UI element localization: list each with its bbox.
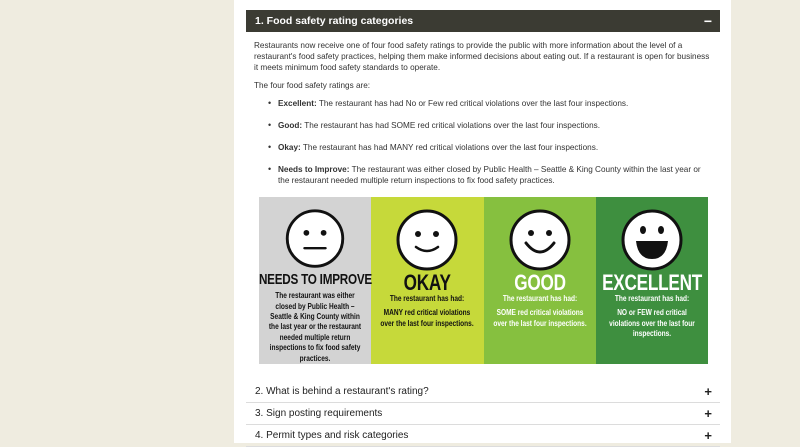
slight-smile-face-icon <box>394 207 460 273</box>
panel-description: The restaurant has had: <box>390 294 465 303</box>
panel-description: The restaurant was either closed by Public Health – Seattle & King County within the last year or the restaurant needed multiple return inspections to fix food safety practices. <box>269 291 362 363</box>
accordion-header-permit-types[interactable] <box>246 425 720 447</box>
expand-icon[interactable]: + <box>704 428 712 443</box>
collapse-icon[interactable]: − <box>703 13 712 29</box>
smile-face-icon <box>507 207 573 273</box>
list-item: • Needs to Improve: The restaurant was either closed by Public Health – Seattle & King County within the last year or the restaurant needed multiple return inspections to fix food safety practices. <box>268 164 712 186</box>
list-heading: The four food safety ratings are: <box>254 81 371 90</box>
accordion-header-rating-basis[interactable] <box>246 381 720 403</box>
list-item: • Good: The restaurant has had SOME red critical violations over the last four inspections. <box>268 120 712 131</box>
list-item: • Okay: The restaurant has had MANY red critical violations over the last four inspections. <box>268 142 712 153</box>
accordion-body-rating-categories <box>246 32 720 364</box>
list-item: • Excellent: The restaurant has had No or Few red critical violations over the last four inspections. <box>268 98 712 109</box>
panel-title: GOOD <box>513 270 566 295</box>
big-grin-face-icon <box>619 207 685 273</box>
neutral-face-icon <box>282 207 348 270</box>
panel-description: The restaurant has had: <box>614 294 690 303</box>
panel-title: NEEDS TO IMPROVE <box>258 271 372 289</box>
panel-title: OKAY <box>403 270 451 295</box>
rating-infographic <box>259 197 708 364</box>
expand-icon[interactable]: + <box>704 384 712 399</box>
faq-accordion <box>246 10 720 447</box>
accordion-header-sign-posting[interactable] <box>246 403 720 425</box>
panel-needs-to-improve <box>259 197 371 364</box>
panel-description: SOME red critical violations over the last four inspections. <box>492 308 587 328</box>
panel-title: EXCELLENT <box>601 270 702 295</box>
panel-good <box>484 197 596 364</box>
accordion-title: 4. Permit types and risk categories <box>255 430 409 441</box>
intro-paragraph: Restaurants now receive one of four food safety ratings to provide the public with more information about the level of a restaurant's food safety practices, helping them make informed decisions about eating out. If a restaurant is open for business it meets minimum food safety standards to operate. <box>254 41 710 72</box>
panel-description: MANY red critical violations over the last four inspections. <box>380 308 475 328</box>
accordion-title: 1. Food safety rating categories <box>255 15 414 27</box>
ratings-list <box>268 98 712 186</box>
panel-excellent <box>596 197 708 364</box>
accordion-title: 3. Sign posting requirements <box>255 408 383 419</box>
accordion-title: 2. What is behind a restaurant's rating? <box>255 386 429 397</box>
panel-okay <box>371 197 483 364</box>
panel-description: NO or FEW red critical violations over the last four inspections. <box>609 308 695 339</box>
spacer <box>246 364 720 381</box>
expand-icon[interactable]: + <box>704 406 712 421</box>
accordion-header-rating-categories[interactable] <box>246 10 720 32</box>
panel-description: The restaurant has had: <box>502 294 577 303</box>
